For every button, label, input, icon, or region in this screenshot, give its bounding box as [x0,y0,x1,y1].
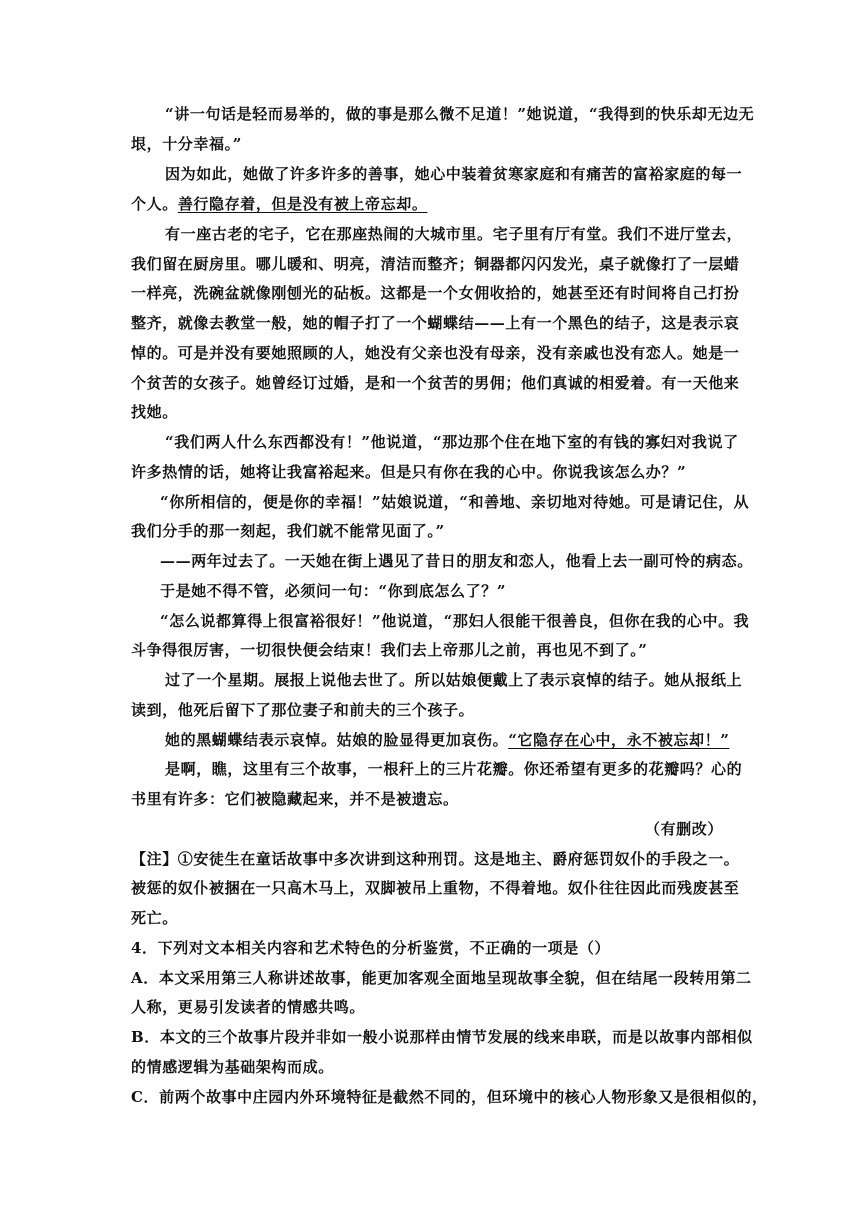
story-paragraph-line: 读到，他死后留下了那位妻子和前夫的三个孩子。 [131,701,475,719]
story-paragraph-line: “怎么说都算得上很富裕很好！”他说道，“那妇人很能干很善良，但你在我的心中。我 [160,612,750,630]
footnote-line: 死亡。 [131,909,178,927]
source-note: （有删改） [644,820,723,838]
story-paragraph-line: 一样亮，洗碗盆就像刚刨光的砧板。这都是一个女佣收拾的，她甚至还有时间将自己打扮 [131,284,740,302]
option-c-line: C．前两个故事中庄园内外环境特征是截然不同的，但环境中的核心人物形象又是很相似的， [131,1088,768,1106]
option-a-line: 人称，更易引发读者的情感共鸣。 [131,998,366,1016]
story-paragraph-line: ——两年过去了。一天她在街上遇见了昔日的朋友和恋人，他看上去一副可怜的病态。 [160,552,753,570]
option-a-line: A．本文采用第三人称讲述故事，能更加客观全面地呈现故事全貌，但在结尾一段转用第二 [131,969,752,987]
question-stem: 4．下列对文本相关内容和艺术特色的分析鉴赏，不正确的一项是（） [131,939,611,957]
plain-text: 她的黑蝴蝶结表示哀悼。姑娘的脸显得更加哀伤。 [165,731,509,749]
story-paragraph-line: 我们分手的那一刻起，我们就不能常见面了。” [131,522,445,540]
story-paragraph-line: “你所相信的，便是你的幸福！”姑娘说道，“和善地、亲切地对待她。可是请记住，从 [160,493,750,511]
story-paragraph-line: 有一座古老的宅子，它在那座热闹的大城市里。宅子里有厅有堂。我们不进厅堂去， [165,225,743,243]
story-paragraph-line [165,730,733,750]
story-paragraph-line [131,194,733,214]
story-paragraph-line: 整齐，就像去教堂一般，她的帽子打了一个蝴蝶结——上有一个黑色的结子，这是表示哀 [131,314,740,332]
story-paragraph-line: 过了一个星期。展报上说他去世了。所以姑娘便戴上了表示哀悼的结子。她从报纸上 [165,671,743,689]
plain-text: 个人。 [131,195,178,213]
footnote-line: 被惩的奴仆被捆在一只高木马上，双脚被吊上重物，不得着地。奴仆往往因此而残废甚至 [131,879,740,897]
option-b-line: B．本文的三个故事片段并非如一般小说那样由情节发展的线来串联，而是以故事内部相似 [131,1028,753,1046]
footnote-line: 【注】①安徒生在童话故事中多次讲到这种刑罚。这是地主、爵府惩罚奴仆的手段之一。 [131,850,740,868]
story-paragraph-line: 因为如此，她做了许多许多的善事，她心中装着贫寒家庭和有痛苦的富裕家庭的每一 [165,165,743,183]
story-paragraph-line: 斗争得很厉害，一切很快便会结束！我们去上帝那儿之前，再也见不到了。” [131,641,648,659]
story-paragraph-line: “讲一句话是轻而易举的，做的事是那么微不足道！”她说道，“我得到的快乐却无边无 [165,105,755,123]
story-paragraph-line: 垠，十分幸福。” [131,135,242,153]
underlined-sentence: “它隐存在心中，永不被忘却！” [508,731,730,749]
story-paragraph-line: 是啊，瞧，这里有三个故事，一根秆上的三片花瓣。你还希望有更多的花瓣吗？心的 [165,760,743,778]
story-paragraph-line: 许多热情的话，她将让我富裕起来。但是只有你在我的心中。你说我该怎么办？” [131,463,687,481]
story-paragraph-line: 个贫苦的女孩子。她曾经订过婚，是和一个贫苦的男佣；他们真诚的相爱着。有一天他来 [131,374,740,392]
story-paragraph-line: 我们留在厨房里。哪儿暖和、明亮，清洁而整齐；铜器都闪闪发光，桌子就像打了一层蜡 [131,255,740,273]
story-paragraph-line: 找她。 [131,403,178,421]
underlined-sentence: 善行隐存着，但是没有被上帝忘却。 [177,195,428,213]
story-paragraph-line: “我们两人什么东西都没有！”他说道，“那边那个住在地下室的有钱的寡妇对我说了 [165,433,739,451]
option-b-line: 的情感逻辑为基础架构而成。 [131,1058,334,1076]
story-paragraph-line: 悼的。可是并没有要她照顾的人，她没有父亲也没有母亲，没有亲戚也没有恋人。她是一 [131,344,740,362]
story-paragraph-line: 书里有许多：它们被隐藏起来，并不是被遗忘。 [131,790,459,808]
story-paragraph-line: 于是她不得不管，必须问一句：“你到底怎么了？” [160,582,507,600]
